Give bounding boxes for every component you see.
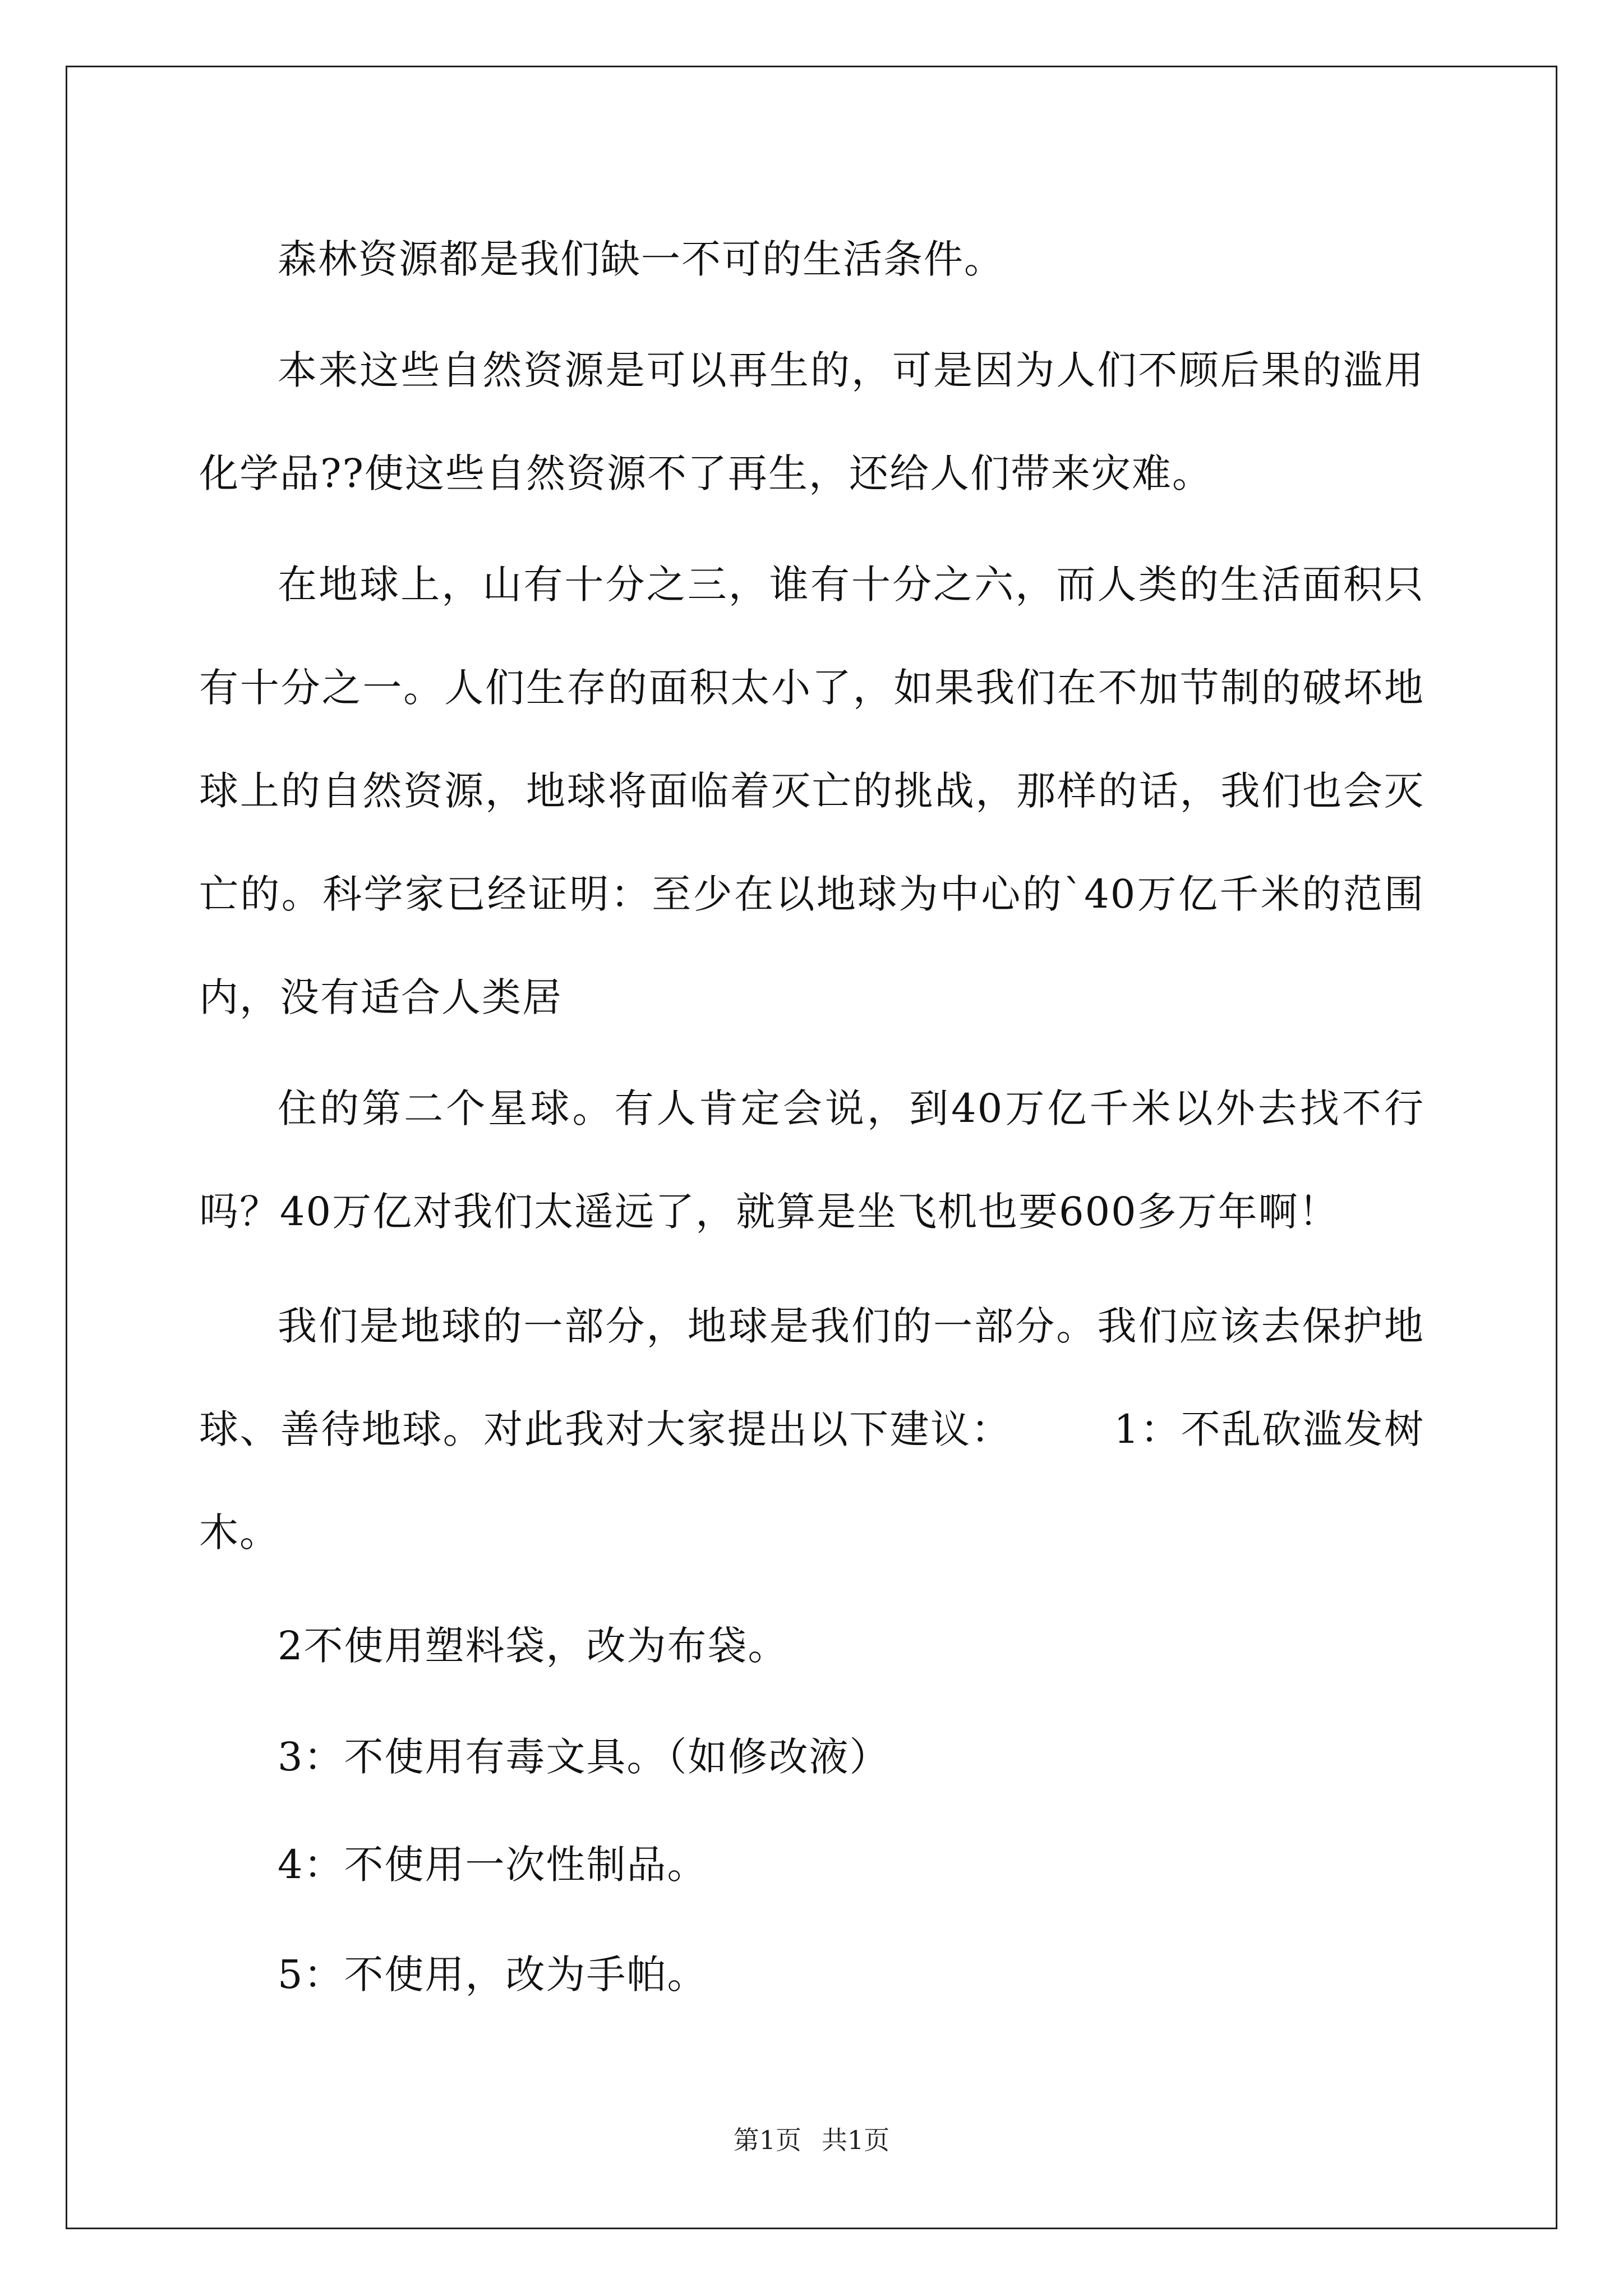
page-number: 第1页	[733, 2125, 801, 2155]
page-total: 共1页	[822, 2125, 890, 2155]
paragraph-1: 森林资源都是我们缺一不可的生活条件。	[278, 236, 1004, 282]
list-item-2: 2不使用塑料袋，改为布袋。	[278, 1623, 789, 1669]
list-item-3: 3：不使用有毒文具。（如修改液）	[278, 1734, 890, 1780]
paragraph-3: 在地球上，山有十分之三，谁有十分之六，而人类的生活面积只有十分之一。人们生存的面积太小了，如果我们在不加节制的破坏地球上的自然资源，地球将面临着灭亡的挑战，那样的话，我们也会灭亡的。科学家已经证明：至少在以地球为中心的`40万亿千米的范围内，没有适合人类居	[199, 562, 1424, 1020]
paragraph-4: 住的第二个星球。有人肯定会说，到40万亿千米以外去找不行吗？40万亿对我们太遥远了，就算是坐飞机也要600多万年啊！	[199, 1085, 1424, 1235]
list-item-5: 5：不使用，改为手帕。	[278, 1952, 708, 1998]
list-item-4: 4：不使用一次性制品。	[278, 1842, 708, 1888]
paragraph-5: 我们是地球的一部分，地球是我们的一部分。我们应该去保护地球、善待地球。对此我对大家提出以下建议： 1：不乱砍滥发树木。	[199, 1303, 1424, 1556]
page-footer	[0, 2123, 1623, 2157]
paragraph-2: 本来这些自然资源是可以再生的，可是因为人们不顾后果的滥用化学品??使这些自然资源不了再生，还给人们带来灾难。	[199, 347, 1424, 496]
